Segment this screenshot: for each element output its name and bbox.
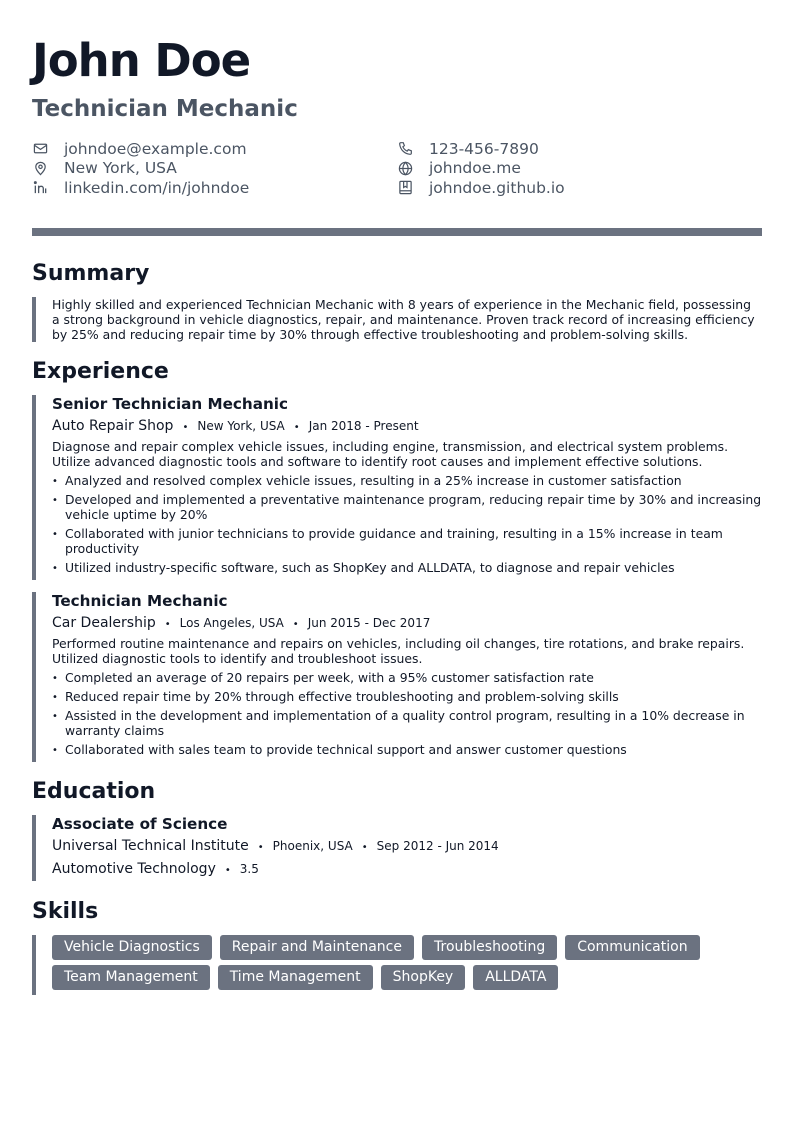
- contact-phone[interactable]: [397, 139, 762, 159]
- job-role: Senior Technician Mechanic: [52, 395, 288, 413]
- job-entry: [32, 592, 762, 762]
- edu-field: Automotive Technology: [52, 861, 216, 877]
- phone-icon: [397, 141, 413, 157]
- summary-text: Highly skilled and experienced Technician Mechanic with 8 years of experience in the Mechanic field, possessing a strong background in vehicle diagnostics, repair, and maintenance. Proven track record of increasing efficiency by 25% and reducing repair time by 30% through effective troubleshooting and problem-solving skills.: [52, 297, 755, 342]
- contact-linkedin[interactable]: [32, 178, 397, 198]
- list-item: • Completed an average of 20 repairs per week, with a 95% customer satisfaction rate: [52, 670, 762, 685]
- separator-dot: •: [164, 619, 171, 630]
- skill-chip: Repair and Maintenance: [220, 935, 414, 960]
- job-meta: [52, 614, 762, 634]
- linkedin-icon: [32, 180, 48, 196]
- list-item: • Assisted in the development and implementation of a quality control program, resulting in a 10% decrease in warranty claims: [52, 708, 762, 738]
- candidate-title: Technician Mechanic: [32, 96, 298, 122]
- contact-website[interactable]: [397, 159, 762, 179]
- globe-icon: [397, 160, 413, 176]
- list-item: • Collaborated with sales team to provide technical support and answer customer questions: [52, 742, 762, 757]
- contact-email-text: johndoe@example.com: [64, 139, 247, 158]
- book-icon: [397, 180, 413, 196]
- job-company: Auto Repair Shop: [52, 418, 174, 434]
- skill-chip: ShopKey: [381, 965, 466, 990]
- edu-meta: [52, 837, 762, 857]
- skill-chip: Communication: [565, 935, 699, 960]
- list-item: • Analyzed and resolved complex vehicle issues, resulting in a 25% increase in customer satisfaction: [52, 473, 762, 488]
- edu-degree: Associate of Science: [52, 815, 228, 833]
- experience-heading: Experience: [32, 359, 169, 384]
- separator-dot: •: [292, 619, 299, 630]
- job-achievements: [52, 670, 762, 757]
- list-item: • Utilized industry-specific software, such as ShopKey and ALLDATA, to diagnose and repair vehicles: [52, 560, 762, 575]
- list-item: • Collaborated with junior technicians to provide guidance and training, resulting in a 15% increase in team productivity: [52, 526, 762, 556]
- contact-linkedin-text: linkedin.com/in/johndoe: [64, 178, 250, 197]
- job-achievements: [52, 473, 762, 575]
- job-company: Car Dealership: [52, 615, 156, 631]
- mail-icon: [32, 141, 48, 157]
- contact-email[interactable]: [32, 139, 397, 159]
- job-location: Los Angeles, USA: [179, 616, 284, 630]
- skills-block: [32, 935, 762, 995]
- contact-location: [32, 159, 397, 179]
- map-pin-icon: [32, 160, 48, 176]
- contact-list: [32, 139, 762, 198]
- contact-github[interactable]: [397, 178, 762, 198]
- separator-dot: •: [224, 865, 231, 876]
- edu-school: Universal Technical Institute: [52, 838, 249, 854]
- candidate-name: John Doe: [32, 34, 251, 87]
- job-role: Technician Mechanic: [52, 592, 228, 610]
- summary-block: [32, 297, 762, 342]
- contact-website-text: johndoe.me: [429, 159, 521, 178]
- job-description: Performed routine maintenance and repairs on vehicles, including oil changes, tire rotations, and brake repairs. Utilized diagnostic tools to identify and troubleshoot issues.: [52, 636, 745, 666]
- job-dates: Jun 2015 - Dec 2017: [307, 616, 431, 630]
- separator-dot: •: [182, 422, 189, 433]
- resume-header: [32, 32, 762, 127]
- job-entry: [32, 395, 762, 580]
- job-meta: [52, 417, 762, 437]
- list-item: • Reduced repair time by 20% through effective troubleshooting and problem-solving skills: [52, 689, 762, 704]
- job-dates: Jan 2018 - Present: [308, 419, 419, 433]
- separator-dot: •: [361, 842, 368, 853]
- separator-dot: •: [257, 842, 264, 853]
- list-item: • Developed and implemented a preventative maintenance program, reducing repair time by 30% and increasing vehicle uptime by 20%: [52, 492, 762, 522]
- skills-heading: Skills: [32, 899, 99, 924]
- separator-dot: •: [293, 422, 300, 433]
- skill-chip: Vehicle Diagnostics: [52, 935, 212, 960]
- education-entry: [32, 815, 762, 881]
- edu-location: Phoenix, USA: [272, 839, 353, 853]
- contact-github-text: johndoe.github.io: [429, 178, 565, 197]
- contact-phone-text: 123-456-7890: [429, 139, 539, 158]
- skill-chip: Time Management: [218, 965, 373, 990]
- skill-chip: Troubleshooting: [422, 935, 557, 960]
- job-description: Diagnose and repair complex vehicle issues, including engine, transmission, and electrical system problems. Utilize advanced diagnostic tools and software to identify root causes and implement effective solutions.: [52, 439, 729, 469]
- header-divider: [32, 228, 762, 236]
- skills-list: [52, 935, 752, 990]
- edu-gpa: 3.5: [239, 862, 259, 876]
- summary-heading: Summary: [32, 261, 150, 286]
- education-heading: Education: [32, 779, 156, 804]
- job-location: New York, USA: [197, 419, 285, 433]
- edu-dates: Sep 2012 - Jun 2014: [376, 839, 499, 853]
- edu-field-row: [52, 860, 762, 880]
- skill-chip: Team Management: [52, 965, 210, 990]
- contact-location-text: New York, USA: [64, 159, 177, 178]
- skill-chip: ALLDATA: [473, 965, 558, 990]
